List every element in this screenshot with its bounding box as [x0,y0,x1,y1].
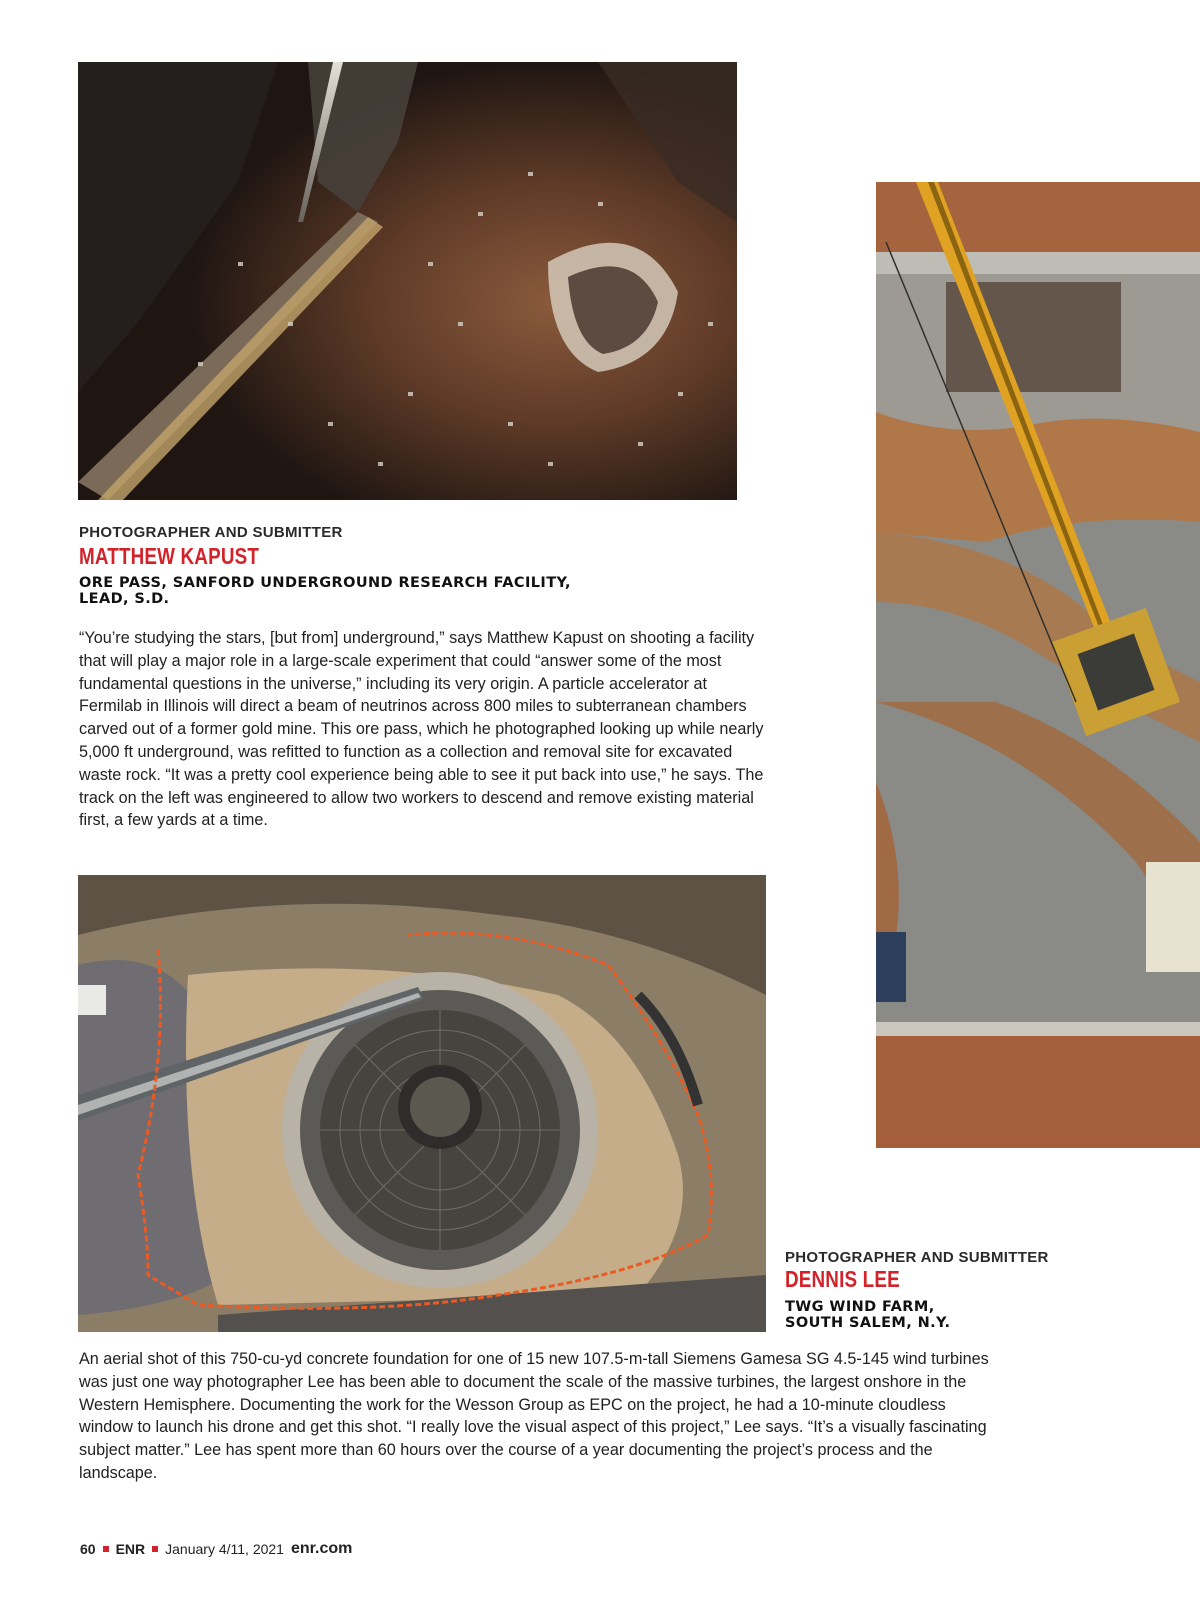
article2-kicker: PHOTOGRAPHER AND SUBMITTER [785,1249,1049,1266]
crane-aerial-photo [876,182,1200,1148]
website-link[interactable]: enr.com [290,1540,353,1557]
turbine-foundation-photo [78,875,766,1332]
page-footer [80,1540,352,1558]
red-square-icon [152,1546,158,1552]
issue-date: January 4/11, 2021 [165,1541,284,1557]
page-number: 60 [80,1541,96,1557]
red-square-icon [103,1546,109,1552]
ore-pass-photo [78,62,737,500]
article2-body: An aerial shot of this 750-cu-yd concrete foundation for one of 15 new 107.5-m-tall Siemens Gamesa SG 4.5-145 wind turbines was just one way photographer Lee has been able to document the scale of the massive turbines, the largest onshore in the Western Hemisphere. Documenting the work for the Wesson Group as EPC on the project, he had a 10-minute cloudless window to launch his drone and get this shot. “I really love the visual aspect of this project,” Lee says. “It’s a visually fascinating subject matter.” Lee has spent more than 60 hours over the course of a year documenting the project’s process and the landscape. [79,1350,989,1482]
article1-photographer-name: MATTHEW KAPUST [79,543,260,569]
article2-photographer-name: DENNIS LEE [785,1266,900,1292]
article1-kicker: PHOTOGRAPHER AND SUBMITTER [79,524,343,541]
magazine-name: ENR [115,1541,146,1557]
article1-location-line1: ORE PASS, SANFORD UNDERGROUND RESEARCH FACILITY, [79,575,571,591]
article2-location [785,1299,950,1331]
article1-body: “You’re studying the stars, [but from] underground,” says Matthew Kapust on shooting a facility that will play a major role in a large-scale experiment that could “answer some of the most fundamental questions in the universe,” including its very origin. A particle accelerator at Fermilab in Illinois will direct a beam of neutrinos across 800 miles to subterranean chambers carved out of a former gold mine. This ore pass, which he photographed looking up while nearly 5,000 ft underground, was refitted to function as a collection and removal site for excavated waste rock. “It was a pretty cool experience being able to see it put back into use,” he says. The track on the left was engineered to allow two workers to descend and remove existing material first, a few yards at a time. [79,629,764,830]
article1-location [79,575,571,607]
article2-location-line1: TWG WIND FARM, [785,1299,935,1315]
article2-location-line2: SOUTH SALEM, N.Y. [785,1315,951,1331]
article1-location-line2: LEAD, S.D. [79,591,170,607]
